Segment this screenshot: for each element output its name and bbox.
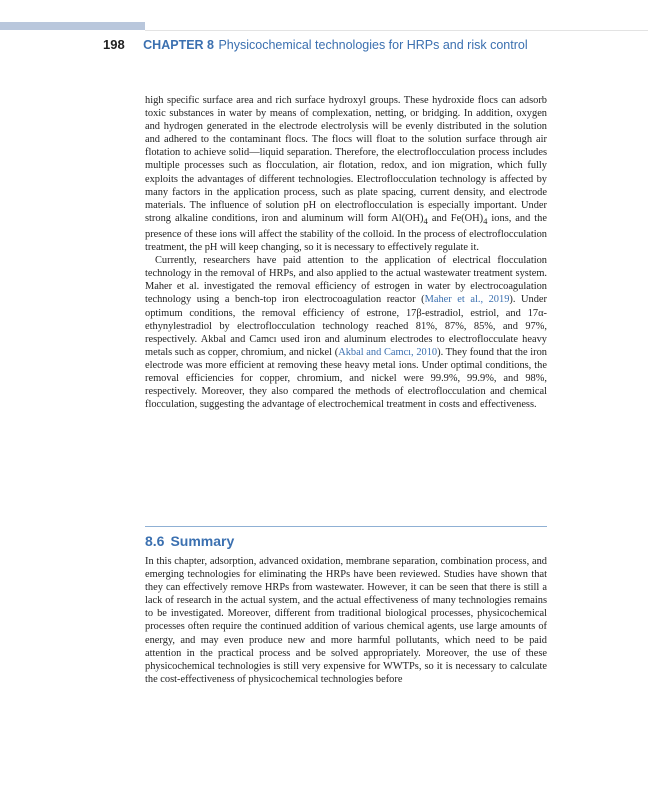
paragraph-1-ion-b: and Fe(OH) [427, 212, 484, 224]
section-heading [145, 533, 234, 549]
paragraph-1-text: high specific surface area and rich surface hydroxyl groups. These hydroxide flocs can adsorb toxic substances in water by means of complexation, netting, or bridging. In addition, oxygen and hydrogen generated in the electrode electrolysis will be evenly distributed in the solution and adhered to the contaminant flocs. The flocs will float to the solution surface through air flotation to achieve solid—liquid separation. Therefore, the electroflocculation process includes multiple processes such as flocculation, air flotation, redox, and ion migration, which fully exploits the advantages of different technologies. Electroflocculation technology is affected by many factors in the application process, such as plate spacing, current density, and electrode materials. The influence of solution pH on electroflocculation is especially important. Under strong alkaline conditions, iron and aluminum will form [145, 95, 547, 224]
chapter-title: Physicochemical technologies for HRPs and risk control [218, 38, 528, 52]
paragraph-1-sub-a: 4 [423, 215, 428, 226]
body-text-summary [145, 555, 547, 686]
paragraph-1 [145, 94, 547, 254]
body-text-top [145, 94, 547, 411]
paragraph-2-text-b: ). Under optimum conditions, the removal efficiency of estrone, 17β-estradiol, estriol, and 17α-ethynylestradiol by electroflocculation technology reached 81%, 87%, 85%, and 97%, respectively. Akbal and Camcı used iron and aluminum electrodes to electroflocculate heavy metals such as copper, chromium, and nickel ( [145, 294, 547, 358]
header-accent-bar [0, 22, 145, 30]
paragraph-1-ion-a: Al(OH) [391, 212, 424, 224]
paragraph-1-tail: ions, and the presence of these ions will affect the stability of the colloid. In the process of electroflocculation treatment, the pH will keep changing, so it is necessary to effectively regulate it. [145, 212, 547, 254]
section-number: 8.6 [145, 533, 165, 549]
summary-paragraph: In this chapter, adsorption, advanced oxidation, membrane separation, combination process, and emerging technologies for eliminating the HRPs have been reviewed. Studies have shown that they can effectively remove HRPs from wastewater. However, it can be seen that there is still a lack of research in the actual system, and the actual effectiveness of many technologies remains to be investigated. Moreover, different from traditional biological processes, physicochemical processes often require the continued addition of various chemical agents, use large amounts of energy, and may even produce new and more harmful pollutants, which need to be paid attention in the practical process and be solved appropriately. Moreover, the use of these physicochemical technologies is still very expensive for WWTPs, so it is necessary to calculate the cost-effectiveness of physicochemical technologies before [145, 556, 547, 685]
paragraph-2 [145, 254, 547, 411]
paragraph-2-text-a: Currently, researchers have paid attention to the application of electrical flocculation technology in the removal of HRPs, and also applied to the actual wastewater treatment system. Maher et al. investigated the removal efficiency of estrogen in water by electrocoagulation technology using a bench-top iron electrocoagulation reactor ( [145, 255, 547, 306]
header-rule [145, 30, 648, 31]
running-header [103, 36, 528, 54]
page-number: 198 [103, 37, 125, 52]
section-title: Summary [170, 533, 235, 549]
paragraph-2-text-c: ). They found that the iron electrode was more efficient at removing these heavy metal ions. Under optimal conditions, the removal efficiencies for copper, chromium, and nickel were 99.9%, 99.9%, and 98%, respectively. Moreover, they also compared the methods of electroflocculation and chemical flocculation, suggesting the advantage of electrochemical treatment in costs and effectiveness. [145, 346, 547, 411]
chapter-label: CHAPTER 8 [143, 38, 214, 52]
section-rule [145, 526, 547, 527]
citation-akbal-camci-2010[interactable]: Akbal and Camcı, 2010 [338, 346, 438, 358]
paragraph-1-sub-b: 4 [483, 215, 488, 226]
citation-maher-2019[interactable]: Maher et al., 2019 [424, 294, 510, 306]
